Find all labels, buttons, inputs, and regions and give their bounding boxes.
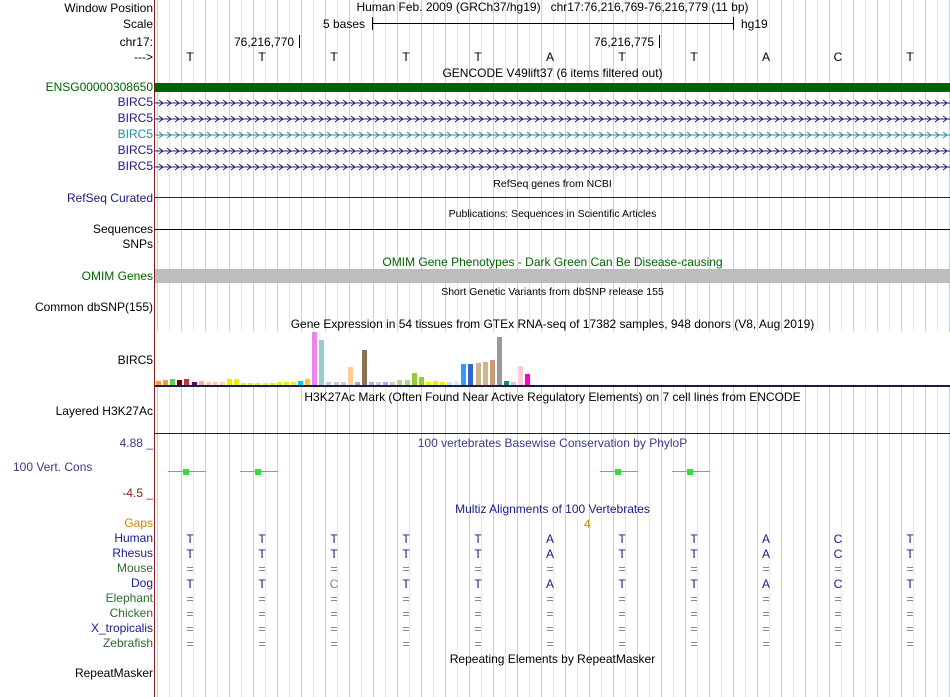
- multiz-aligned-base: T: [618, 547, 626, 561]
- multiz-aligned-base: =: [474, 592, 482, 606]
- multiz-species-label[interactable]: Dog: [130, 576, 153, 590]
- multiz-aligned-base: =: [330, 592, 338, 606]
- multiz-aligned-base: =: [330, 622, 338, 636]
- multiz-aligned-base: =: [906, 562, 914, 576]
- scale-bar: [373, 23, 733, 24]
- multiz-aligned-base: =: [618, 607, 626, 621]
- multiz-aligned-base: =: [474, 637, 482, 651]
- gencode-transcript-line[interactable]: [155, 147, 950, 155]
- omim-track-title[interactable]: OMIM Gene Phenotypes - Dark Green Can Be Disease-causing: [382, 255, 723, 269]
- multiz-aligned-base: =: [618, 562, 626, 576]
- snps-track-label[interactable]: SNPs: [122, 237, 153, 251]
- multiz-aligned-base: =: [690, 637, 698, 651]
- multiz-aligned-base: =: [402, 622, 410, 636]
- multiz-aligned-base: =: [762, 562, 770, 576]
- multiz-aligned-base: A: [761, 547, 770, 561]
- reference-base: T: [258, 50, 266, 64]
- multiz-aligned-base: =: [690, 622, 698, 636]
- gtex-tissue-bar[interactable]: [312, 332, 317, 385]
- phylop-axis-min: -4.5 _: [122, 486, 153, 500]
- multiz-species-label[interactable]: Human: [114, 531, 153, 545]
- gtex-tissue-bar[interactable]: [476, 363, 481, 385]
- multiz-aligned-base: =: [186, 637, 194, 651]
- reference-base: T: [186, 50, 194, 64]
- gtex-tissue-bar[interactable]: [468, 364, 473, 385]
- gtex-bar-chart[interactable]: [155, 332, 950, 385]
- multiz-aligned-base: T: [906, 577, 914, 591]
- gencode-transcript-label[interactable]: BIRC5: [117, 111, 153, 125]
- gencode-transcript-label[interactable]: BIRC5: [117, 143, 153, 157]
- strand-arrow-label: --->: [134, 50, 153, 64]
- gtex-tissue-bar[interactable]: [483, 362, 488, 385]
- gencode-gene-ensg-bar[interactable]: [155, 83, 950, 92]
- multiz-aligned-base: T: [402, 577, 410, 591]
- ruler-position-1: 76,216,770: [234, 35, 295, 49]
- multiz-aligned-base: =: [546, 562, 554, 576]
- reference-base: T: [330, 50, 338, 64]
- multiz-aligned-base: C: [329, 577, 339, 591]
- multiz-gaps-label: Gaps: [124, 516, 153, 530]
- scale-bases-text: 5 bases: [323, 17, 366, 31]
- multiz-aligned-base: =: [834, 592, 842, 606]
- multiz-aligned-base: =: [258, 592, 266, 606]
- gencode-transcript-label[interactable]: BIRC5: [117, 159, 153, 173]
- multiz-aligned-base: T: [402, 547, 410, 561]
- multiz-aligned-base: C: [833, 577, 843, 591]
- multiz-aligned-base: A: [545, 577, 554, 591]
- reference-base: C: [833, 50, 843, 64]
- multiz-aligned-base: =: [402, 562, 410, 576]
- multiz-aligned-base: =: [834, 637, 842, 651]
- gencode-transcript-line[interactable]: [155, 115, 950, 123]
- multiz-aligned-base: =: [186, 562, 194, 576]
- multiz-aligned-base: A: [761, 577, 770, 591]
- multiz-aligned-base: =: [834, 622, 842, 636]
- omim-track-label[interactable]: OMIM Genes: [81, 269, 153, 283]
- repeatmasker-track-title[interactable]: Repeating Elements by RepeatMasker: [449, 652, 656, 666]
- multiz-aligned-base: T: [402, 532, 410, 546]
- multiz-gap-count: 4: [584, 517, 591, 531]
- omim-track-bar[interactable]: [155, 269, 950, 283]
- reference-base: T: [690, 50, 698, 64]
- multiz-aligned-base: =: [186, 622, 194, 636]
- multiz-aligned-base: =: [402, 592, 410, 606]
- multiz-aligned-base: C: [833, 532, 843, 546]
- chrom-label: chr17:: [119, 35, 153, 49]
- multiz-aligned-base: =: [690, 607, 698, 621]
- reference-base: A: [545, 50, 554, 64]
- multiz-aligned-base: =: [402, 637, 410, 651]
- gtex-tissue-bar[interactable]: [497, 337, 502, 385]
- multiz-aligned-base: =: [762, 622, 770, 636]
- multiz-species-label[interactable]: Elephant: [105, 591, 153, 605]
- multiz-aligned-base: =: [474, 622, 482, 636]
- multiz-aligned-base: =: [330, 607, 338, 621]
- ruler-tick-2: [659, 35, 660, 48]
- dbsnp-track-title[interactable]: Short Genetic Variants from dbSNP release 155: [441, 286, 664, 298]
- gtex-track-label[interactable]: BIRC5: [117, 353, 153, 367]
- multiz-aligned-base: =: [762, 637, 770, 651]
- multiz-species-label[interactable]: Chicken: [109, 606, 153, 620]
- multiz-aligned-base: T: [474, 577, 482, 591]
- h3k27ac-track-title[interactable]: H3K27Ac Mark (Often Found Near Active Regulatory Elements) on 7 cell lines from ENCODE: [304, 390, 801, 404]
- multiz-aligned-base: =: [690, 562, 698, 576]
- phylop-score-point: [615, 469, 621, 475]
- assembly-position-text: Human Feb. 2009 (GRCh37/hg19) chr17:76,216,769-76,216,779 (11 bp): [356, 0, 749, 14]
- refseq-track-line: [155, 197, 950, 198]
- genome-db-label: hg19: [741, 17, 768, 31]
- multiz-aligned-base: =: [258, 562, 266, 576]
- multiz-species-label[interactable]: Mouse: [116, 561, 153, 575]
- reference-base: T: [402, 50, 410, 64]
- multiz-aligned-base: T: [186, 547, 194, 561]
- multiz-aligned-base: =: [546, 607, 554, 621]
- multiz-aligned-base: T: [474, 532, 482, 546]
- multiz-aligned-base: =: [546, 622, 554, 636]
- multiz-aligned-base: =: [474, 607, 482, 621]
- scale-bar-right-tick: [733, 17, 734, 30]
- multiz-aligned-base: T: [186, 577, 194, 591]
- multiz-species-label[interactable]: Rhesus: [112, 546, 153, 560]
- multiz-aligned-base: =: [906, 637, 914, 651]
- multiz-aligned-base: =: [762, 607, 770, 621]
- scale-label: Scale: [122, 17, 153, 31]
- multiz-aligned-base: =: [186, 592, 194, 606]
- reference-base: A: [761, 50, 770, 64]
- gtex-tissue-bar[interactable]: [461, 364, 466, 385]
- gencode-transcript-line[interactable]: [155, 163, 950, 171]
- multiz-aligned-base: T: [258, 532, 266, 546]
- multiz-aligned-base: T: [186, 532, 194, 546]
- publications-track-line: [155, 229, 950, 230]
- multiz-aligned-base: =: [546, 637, 554, 651]
- gtex-tissue-bar[interactable]: [412, 373, 417, 385]
- gencode-transcript-label[interactable]: BIRC5: [117, 95, 153, 109]
- multiz-aligned-base: T: [906, 547, 914, 561]
- gtex-tissue-bar[interactable]: [419, 377, 424, 385]
- multiz-aligned-base: =: [330, 637, 338, 651]
- refseq-track-title[interactable]: RefSeq genes from NCBI: [493, 178, 612, 190]
- multiz-aligned-base: =: [690, 592, 698, 606]
- window-position-label: Window Position: [64, 1, 153, 15]
- multiz-aligned-base: T: [330, 532, 338, 546]
- multiz-aligned-base: =: [906, 622, 914, 636]
- multiz-aligned-base: =: [474, 562, 482, 576]
- multiz-aligned-base: =: [330, 562, 338, 576]
- reference-base: T: [474, 50, 482, 64]
- gencode-gene-ensg-label[interactable]: ENSG00000308650: [45, 80, 153, 94]
- multiz-aligned-base: T: [906, 532, 914, 546]
- phylop-track-title[interactable]: 100 vertebrates Basewise Conservation by PhyloP: [417, 436, 688, 450]
- multiz-aligned-base: =: [906, 592, 914, 606]
- h3k27ac-track-label[interactable]: Layered H3K27Ac: [55, 404, 153, 418]
- ruler-position-2: 76,216,775: [594, 35, 655, 49]
- multiz-species-label[interactable]: Zebrafish: [102, 636, 153, 650]
- multiz-aligned-base: C: [833, 547, 843, 561]
- phylop-score-point: [687, 469, 693, 475]
- multiz-aligned-base: =: [258, 622, 266, 636]
- gtex-tissue-bar[interactable]: [319, 340, 324, 385]
- multiz-aligned-base: =: [834, 607, 842, 621]
- gencode-transcript-line[interactable]: [155, 99, 950, 107]
- multiz-aligned-base: T: [330, 547, 338, 561]
- multiz-aligned-base: =: [258, 607, 266, 621]
- multiz-aligned-base: =: [258, 637, 266, 651]
- publications-track-label[interactable]: Sequences: [92, 222, 153, 236]
- multiz-species-label[interactable]: X_tropicalis: [90, 621, 153, 635]
- phylop-score-point: [255, 469, 261, 475]
- multiz-aligned-base: =: [618, 622, 626, 636]
- reference-base: T: [618, 50, 626, 64]
- scale-bar-left-tick: [372, 17, 373, 30]
- multiz-aligned-base: T: [690, 547, 698, 561]
- phylop-score-point: [183, 469, 189, 475]
- multiz-aligned-base: T: [690, 532, 698, 546]
- multiz-aligned-base: T: [258, 547, 266, 561]
- repeatmasker-track-label[interactable]: RepeatMasker: [74, 666, 153, 680]
- publications-track-title[interactable]: Publications: Sequences in Scientific Articles: [448, 208, 657, 220]
- refseq-track-label[interactable]: RefSeq Curated: [66, 191, 153, 205]
- gtex-tissue-bar[interactable]: [362, 350, 367, 385]
- multiz-aligned-base: A: [545, 532, 554, 546]
- multiz-aligned-base: =: [402, 607, 410, 621]
- multiz-aligned-base: =: [618, 637, 626, 651]
- multiz-aligned-base: T: [690, 577, 698, 591]
- multiz-aligned-base: T: [618, 577, 626, 591]
- gencode-track-title[interactable]: GENCODE V49lift37 (6 items filtered out): [442, 66, 663, 80]
- h3k27ac-track-line: [155, 433, 950, 434]
- reference-base: T: [906, 50, 914, 64]
- dbsnp-track-label[interactable]: Common dbSNP(155): [34, 300, 153, 314]
- multiz-aligned-base: T: [474, 547, 482, 561]
- gtex-tissue-bar[interactable]: [518, 366, 523, 385]
- multiz-track-title[interactable]: Multiz Alignments of 100 Vertebrates: [455, 502, 650, 516]
- multiz-aligned-base: T: [258, 577, 266, 591]
- multiz-aligned-base: =: [186, 607, 194, 621]
- gtex-tissue-bar[interactable]: [525, 374, 530, 385]
- multiz-aligned-base: T: [618, 532, 626, 546]
- multiz-aligned-base: =: [834, 562, 842, 576]
- multiz-aligned-base: A: [545, 547, 554, 561]
- phylop-track-label[interactable]: 100 Vert. Cons: [13, 460, 93, 474]
- gtex-tissue-bar[interactable]: [490, 360, 495, 385]
- gtex-track-title[interactable]: Gene Expression in 54 tissues from GTEx RNA-seq of 17382 samples, 948 donors (V8, Aug 2019): [290, 317, 815, 331]
- phylop-axis-max: 4.88 _: [119, 436, 153, 450]
- gtex-tissue-bar[interactable]: [348, 367, 353, 385]
- gencode-transcript-label[interactable]: BIRC5: [117, 127, 153, 141]
- multiz-aligned-base: =: [546, 592, 554, 606]
- multiz-aligned-base: =: [906, 607, 914, 621]
- multiz-aligned-base: A: [761, 532, 770, 546]
- multiz-aligned-base: =: [618, 592, 626, 606]
- gencode-transcript-line[interactable]: [155, 131, 950, 139]
- ruler-tick-1: [299, 35, 300, 48]
- multiz-aligned-base: =: [762, 592, 770, 606]
- gtex-track-baseline: [155, 385, 950, 387]
